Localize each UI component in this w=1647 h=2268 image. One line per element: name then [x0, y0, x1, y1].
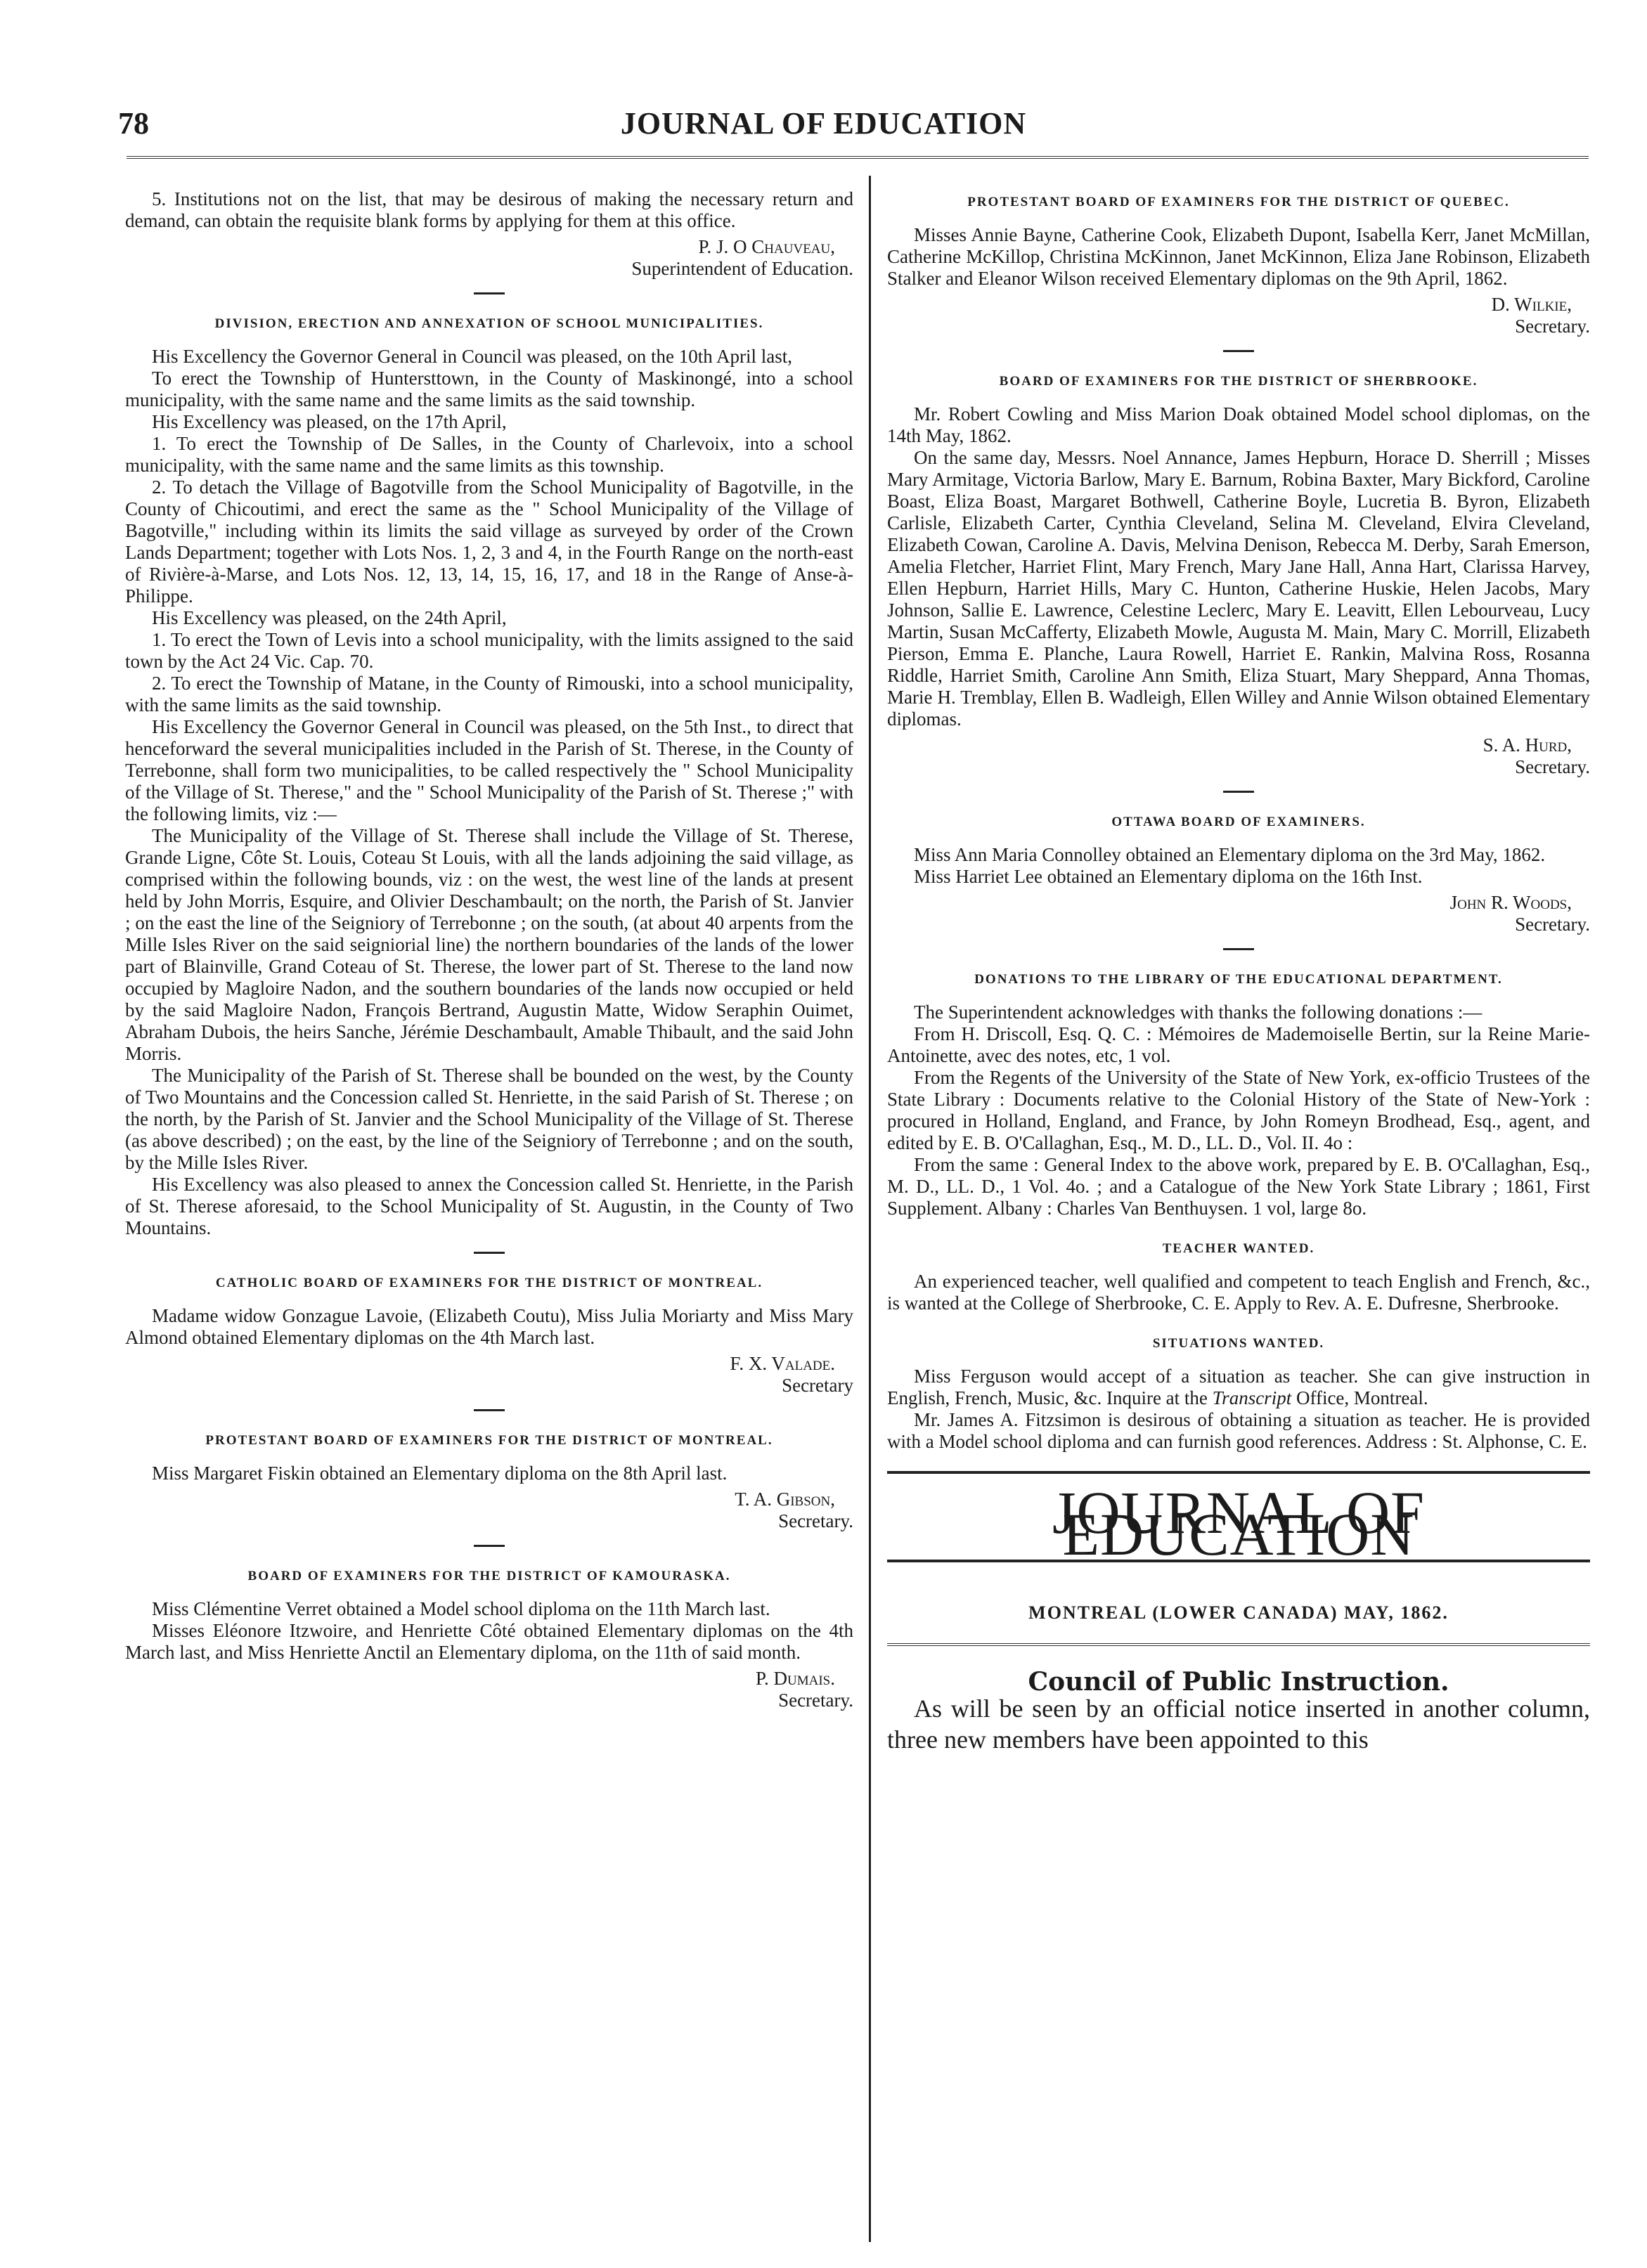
- signature-name: D. Wilkie,: [1491, 294, 1572, 315]
- paragraph: His Excellency was pleased, on the 24th April,: [152, 607, 507, 628]
- signature-title: Secretary.: [1515, 316, 1590, 337]
- paragraph: Miss Clémentine Verret obtained a Model school diploma on the 11th March last.: [152, 1598, 770, 1619]
- intro-signature: [125, 236, 853, 280]
- page-number: 78: [118, 106, 149, 141]
- dateline-rule: [887, 1643, 1590, 1646]
- signature-name: F. X. Valade.: [730, 1353, 835, 1374]
- section-rule: [1223, 948, 1254, 950]
- header-rule: [127, 156, 1589, 159]
- text-run: Miss Ferguson would accept of a situation as teacher. She can give instruction in English, French, Music, &c. Inquire at the: [887, 1366, 1590, 1408]
- section-rule: [474, 1545, 505, 1547]
- paragraph: Mr. Robert Cowling and Miss Marion Doak obtained Model school diplomas, on the 14th May, 1862.: [887, 403, 1590, 446]
- journal-masthead-title: JOURNAL OF EDUCATION: [1052, 1479, 1426, 1568]
- paragraph: 2. To detach the Village of Bagotville from the School Municipality of Bagotville, in the County of Chicoutimi, and erect the same as the " School Municipality of the Village of Bagotville," including within its limits the said village as surveyed by order of the Crown Lands Department; together with Lots Nos. 1, 2, 3 and 4, in the Fourth Range on the north-east of Rivière-à-Marse, and Lots Nos. 12, 13, 14, 15, 16, 17, and 18 in the Range of Anse-à-Philippe.: [125, 477, 853, 607]
- ottawa-signature: [887, 892, 1590, 935]
- section-heading-situations-wanted: SITUATIONS WANTED.: [1152, 1336, 1325, 1351]
- article-lead-paragraph: As will be seen by an official notice inserted in another column, three new members have been appointed to this: [887, 1694, 1590, 1754]
- sherbrooke-signature: [887, 734, 1590, 778]
- signature-name: S. A. Hurd,: [1483, 734, 1572, 756]
- paragraph: On the same day, Messrs. Noel Annance, James Hepburn, Horace D. Sherrill ; Misses Mary Armitage, Victoria Barlow, Mary E. Barnum, Robina Baxter, Mary Bickford, Caroline Boast, Eliza Boast, Margaret Bothwell, Catherine Boyle, Lucretia B. Byron, Elizabeth Carlisle, Elizabeth Carter, Cynthia Cleveland, Selina M. Cleveland, Elvira Cleveland, Elizabeth Cowan, Caroline A. Davis, Melvina Denison, Rebecca M. Derby, Sarah Emerson, Amelia Fletcher, Harriet Flint, Mary French, Mary Jane Hall, Anna Hart, Clarissa Harvey, Ellen Hepburn, Harriet Hills, Mary C. Hunton, Catherine Huskie, Helen Jacobs, Mary Johnson, Sallie E. Lawrence, Celestine Leclerc, Mary E. Leavitt, Ellen Lebourveau, Lucy Martin, Susan McCafferty, Elizabeth Mowle, Augusta M. Main, Mary C. Morrill, Elizabeth Pierson, Emma E. Planche, Laura Rowell, Harriet E. Rankin, Malvina Ross, Rosanna Riddle, Harriet Smith, Caroline Ann Smith, Eliza Stuart, Mary Sheppard, Anna Thomas, Marie H. Tremblay, Ellen B. Wadleigh, Ellen Willey and Annie Wilson obtained Elementary diplomas.: [887, 447, 1590, 730]
- paragraph: His Excellency the Governor General in Council was pleased, on the 10th April last,: [152, 346, 793, 367]
- signature-name: P. Dumais.: [755, 1668, 835, 1689]
- signature-title: Superintendent of Education.: [631, 258, 853, 279]
- running-title: JOURNAL OF EDUCATION: [620, 106, 1027, 141]
- italic-publication-name: Transcript: [1212, 1387, 1292, 1408]
- dateline: MONTREAL (LOWER CANADA) MAY, 1862.: [1028, 1602, 1449, 1623]
- signature-name: T. A. Gibson,: [735, 1489, 835, 1510]
- catholic-board-signature: [125, 1353, 853, 1397]
- section-heading-sherbrooke: BOARD OF EXAMINERS FOR THE DISTRICT OF SHERBROOKE.: [999, 374, 1478, 389]
- section-heading-quebec: PROTESTANT BOARD OF EXAMINERS FOR THE DISTRICT OF QUEBEC.: [967, 195, 1510, 209]
- paragraph: From the same : General Index to the above work, prepared by E. B. O'Callaghan, Esq., M. D., LL. D., 1 Vol. 4o. ; and a Catalogue of the New York State Library ; 1861, First Supplement. Albany : Charles Van Benthuysen. 1 vol, large 8o.: [887, 1154, 1590, 1219]
- intro-paragraph: 5. Institutions not on the list, that may be desirous of making the necessary return and demand, can obtain the requisite blank forms by applying for them at this office.: [125, 188, 853, 231]
- paragraph: Miss Margaret Fiskin obtained an Elementary diploma on the 8th April last.: [152, 1463, 728, 1484]
- kamouraska-signature: [125, 1668, 853, 1711]
- section-heading-ottawa: OTTAWA BOARD OF EXAMINERS.: [1111, 815, 1366, 829]
- text-run: Office, Montreal.: [1291, 1387, 1428, 1408]
- paragraph: His Excellency was also pleased to annex the Concession called St. Henriette, in the Parish of St. Therese aforesaid, to the School Municipality of St. Augustin, in the County of Two Mountains.: [125, 1174, 853, 1238]
- signature-title: Secretary.: [778, 1510, 853, 1531]
- signature-name: P. J. O Chauveau,: [698, 236, 835, 257]
- paragraph: Mr. James A. Fitzsimon is desirous of obtaining a situation as teacher. He is provided with a Model school diploma and can furnish good references. Address : St. Alphonse, C. E.: [887, 1409, 1590, 1452]
- paragraph: His Excellency was pleased, on the 17th April,: [152, 411, 507, 432]
- section-rule: [474, 1252, 505, 1254]
- signature-title: Secretary.: [778, 1690, 853, 1711]
- section-rule: [1223, 350, 1254, 352]
- section-rule: [474, 1409, 505, 1411]
- right-column: [887, 188, 1590, 1755]
- section-heading-teacher-wanted: TEACHER WANTED.: [1162, 1241, 1315, 1256]
- paragraph: The Superintendent acknowledges with thanks the following donations :—: [914, 1002, 1483, 1023]
- section-heading-catholic-board: CATHOLIC BOARD OF EXAMINERS FOR THE DISTRICT OF MONTREAL.: [215, 1276, 763, 1290]
- paragraph: The Municipality of the Village of St. Therese shall include the Village of St. Therese, Grande Ligne, Côte St. Louis, Coteau St Louis, with all the lands adjoining the said village, as comprised within the following bounds, viz : on the west, the west line of the lands at present held by John Morris, Esquire, and Olivier Deschambault; on the north, the Parish of St. Janvier ; on the east the line of the Seigniory of Terrebonne ; on the south, (at about 40 arpents from the Mille Isles River on the said seigniorial line) the northern boundaries of the lands of the lower part of Blainville, Grand Coteau of St. Therese, the lower part of St. Therese to the land now occupied by Magloire Nadon, and the southern boundaries of the lands now occupied or held by the said Magloire Nadon, François Bertrand, Augustin Matte, Widow Seraphin Ouimet, Abraham Dubois, the heirs Sanche, Jérémie Deschambault, Amable Thibault, and the said John Morris.: [125, 825, 853, 1064]
- paragraph: 2. To erect the Township of Matane, in the County of Rimouski, into a school municipality, with the same limits as the said township.: [125, 673, 853, 715]
- section-heading-protestant-montreal: PROTESTANT BOARD OF EXAMINERS FOR THE DISTRICT OF MONTREAL.: [205, 1433, 773, 1448]
- column-divider: [869, 176, 871, 2242]
- signature-title: Secretary: [782, 1375, 853, 1396]
- protestant-montreal-signature: [125, 1489, 853, 1532]
- paragraph: The Municipality of the Parish of St. Therese shall be bounded on the west, by the County of Two Mountains and the Concession called St. Henriette, in the said Parish of St. Therese ; on the north, by the Parish of St. Janvier and the School Municipality of the Village of St. Therese (as above described) ; on the east, by the line of the Seigniory of Terrebonne ; and on the south, by the Mille Isles River.: [125, 1065, 853, 1173]
- paragraph: His Excellency the Governor General in Council was pleased, on the 5th Inst., to direct that henceforward the several municipalities included in the Parish of St. Therese, in the County of Terrebonne, shall form two municipalities, to be called respectively the " School Municipality of the Village of St. Therese," and the " School Municipality of the Parish of St. Therese ;" with the following limits, viz :—: [125, 716, 853, 824]
- paragraph: Miss Harriet Lee obtained an Elementary diploma on the 16th Inst.: [914, 866, 1423, 887]
- signature-name: John R. Woods,: [1449, 892, 1572, 913]
- section-heading-kamouraska: BOARD OF EXAMINERS FOR THE DISTRICT OF KAMOURASKA.: [247, 1569, 731, 1583]
- section-rule: [887, 1471, 1590, 1474]
- paragraph: 1. To erect the Town of Levis into a school municipality, with the limits assigned to the said town by the Act 24 Vic. Cap. 70.: [125, 629, 853, 672]
- article-heading-council: Council of Public Instruction.: [1028, 1667, 1449, 1697]
- paragraph: 1. To erect the Township of De Salles, in the County of Charlevoix, into a school municipality, with the same name and the same limits as this township.: [125, 433, 853, 476]
- paragraph: To erect the Township of Huntersttown, in the County of Maskinongé, into a school municipality, with the same name and the same limits as the said township.: [125, 368, 853, 410]
- quebec-signature: [887, 294, 1590, 337]
- paragraph: [887, 1366, 1590, 1409]
- paragraph: From H. Driscoll, Esq. Q. C. : Mémoires de Mademoiselle Bertin, sur la Reine Marie-Antoinette, avec des notes, etc, 1 vol.: [887, 1023, 1590, 1066]
- paragraph: From the Regents of the University of the State of New York, ex-officio Trustees of the State Library : Documents relative to the Colonial History of the State of New-York : procured in Holland, England, and France, by John Romeyn Brodhead, Esq., agent, and edited by E. B. O'Callaghan, Esq., M. D., LL. D., Vol. II. 4o :: [887, 1067, 1590, 1153]
- paragraph: Madame widow Gonzague Lavoie, (Elizabeth Coutu), Miss Julia Moriarty and Miss Mary Almond obtained Elementary diplomas on the 4th March last.: [125, 1305, 853, 1348]
- section-rule: [474, 292, 505, 294]
- paragraph: Misses Annie Bayne, Catherine Cook, Elizabeth Dupont, Isabella Kerr, Janet McMillan, Catherine McKillop, Christina McKinnon, Janet McKinnon, Eliza Jane Robinson, Elizabeth Stalker and Eleanor Wilson received Elementary diplomas on the 9th April, 1862.: [887, 224, 1590, 289]
- section-heading-donations: DONATIONS TO THE LIBRARY OF THE EDUCATIONAL DEPARTMENT.: [974, 972, 1503, 987]
- left-column: [125, 188, 853, 1711]
- paragraph: An experienced teacher, well qualified and competent to teach English and French, &c., is wanted at the College of Sherbrooke, C. E. Apply to Rev. A. E. Dufresne, Sherbrooke.: [887, 1271, 1590, 1314]
- section-heading-division: DIVISION, ERECTION AND ANNEXATION OF SCHOOL MUNICIPALITIES.: [214, 316, 764, 331]
- section-rule: [1223, 791, 1254, 793]
- paragraph: Misses Eléonore Itzwoire, and Henriette Côté obtained Elementary diplomas on the 4th March last, and Miss Henriette Anctil an Elementary diploma, on the 11th of said month.: [125, 1620, 853, 1663]
- paragraph: Miss Ann Maria Connolley obtained an Elementary diploma on the 3rd May, 1862.: [914, 844, 1546, 865]
- signature-title: Secretary.: [1515, 914, 1590, 935]
- signature-title: Secretary.: [1515, 756, 1590, 777]
